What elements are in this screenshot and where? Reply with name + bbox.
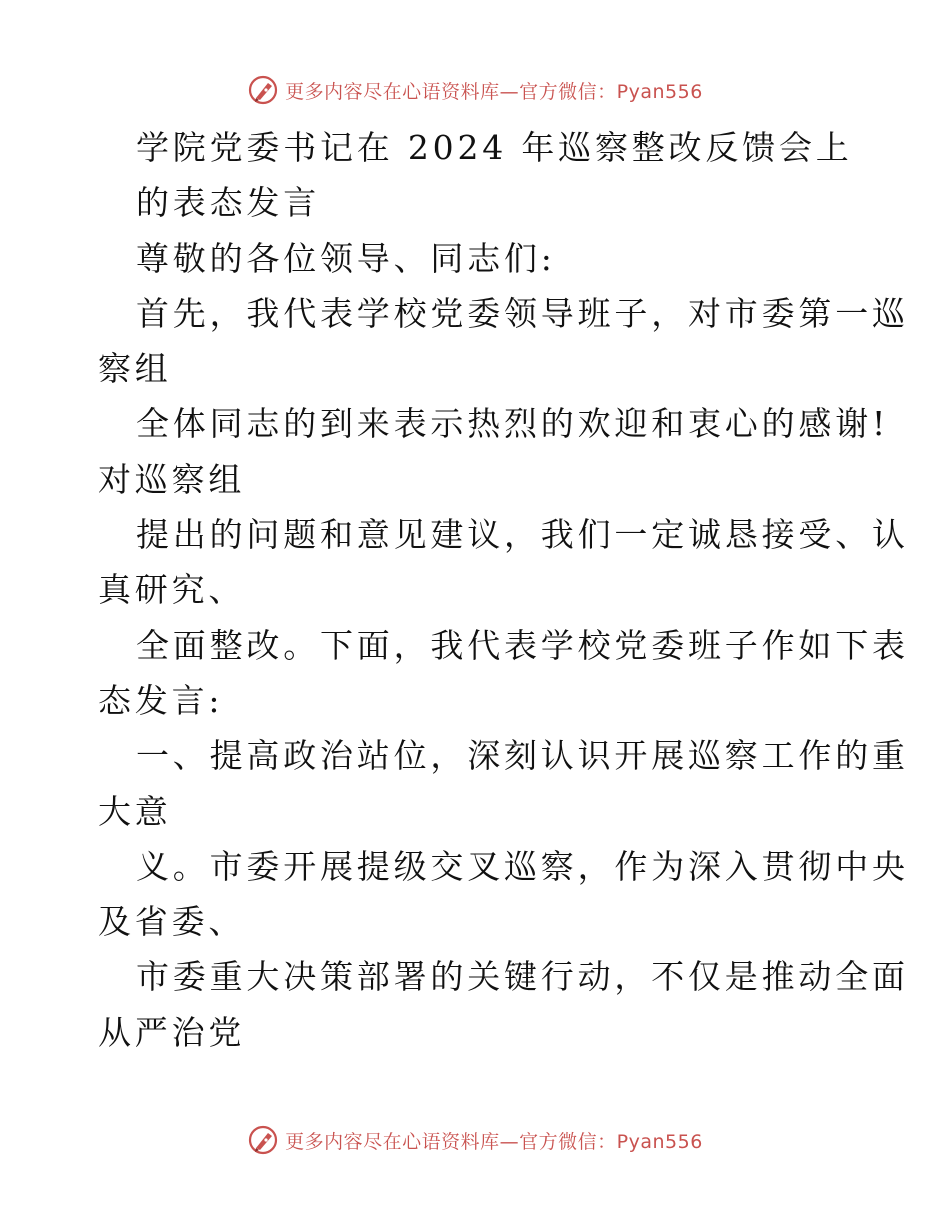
document-body [98, 120, 909, 1060]
paragraph-line: 态发言: [98, 680, 224, 720]
pen-logo-icon [247, 1124, 279, 1156]
watermark-contact: 官方微信：Pyan556 [519, 80, 703, 103]
watermark-dash: — [499, 1130, 520, 1153]
paragraph-line: 大意 [98, 791, 172, 831]
paragraph-line: 察组 [98, 349, 172, 389]
watermark-contact: 官方微信：Pyan556 [519, 1130, 703, 1153]
paragraph-line: 全体同志的到来表示热烈的欢迎和衷心的感谢! [136, 404, 890, 444]
watermark-title: 更多内容尽在心语资料库 [285, 1130, 500, 1153]
title-line-1: 学院党委书记在 2024 年巡察整改反馈会上 [136, 128, 853, 167]
paragraph-line: 首先，我代表学校党委领导班子，对市委第一巡 [136, 293, 909, 333]
watermark-dash: — [499, 80, 520, 103]
watermark-group [247, 1124, 703, 1156]
footer-watermark [0, 1120, 950, 1160]
paragraph-line: 真研究、 [98, 570, 246, 610]
watermark-text [285, 1127, 703, 1154]
paragraph-line: 从严治党 [98, 1012, 246, 1052]
watermark-title: 更多内容尽在心语资料库 [285, 80, 500, 103]
watermark-text [285, 77, 703, 104]
header-watermark [0, 70, 950, 110]
title-line-2: 的表态发言 [136, 183, 320, 223]
watermark-group [247, 74, 703, 106]
salutation-line: 尊敬的各位领导、同志们: [136, 238, 556, 278]
paragraph-line: 及省委、 [98, 902, 246, 942]
paragraph-line: 提出的问题和意见建议，我们一定诚恳接受、认 [136, 515, 909, 555]
paragraph-line: 全面整改。下面，我代表学校党委班子作如下表 [136, 625, 909, 665]
paragraph-line: 义。市委开展提级交叉巡察，作为深入贯彻中央 [136, 846, 909, 886]
paragraph-line: 对巡察组 [98, 459, 246, 499]
paragraph-line: 市委重大决策部署的关键行动，不仅是推动全面 [136, 957, 909, 997]
pen-logo-icon [247, 74, 279, 106]
section-heading-line: 一、提高政治站位，深刻认识开展巡察工作的重 [136, 736, 909, 776]
